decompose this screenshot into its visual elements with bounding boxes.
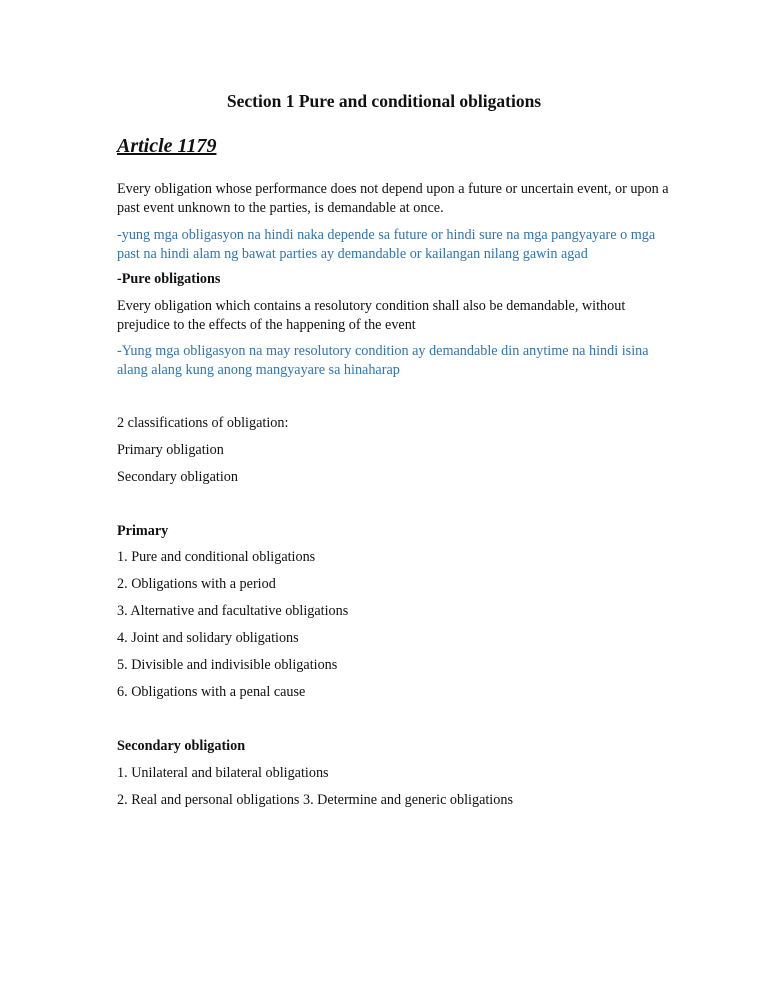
classifications-intro: 2 classifications of obligation: xyxy=(117,415,289,431)
article-paragraph-1-translation: -yung mga obligasyon na hindi naka depende sa future or hindi sure na mga pangyayare o mga past na hindi alam ng bawat parties ay demandable or kailangan nilang gawin agad xyxy=(117,227,656,262)
article-paragraph-2-translation: -Yung mga obligasyon na may resolutory condition ay demandable din anytime na hindi isina alang alang kung anong mangyayare sa hinaharap xyxy=(117,343,649,378)
article-heading: Article 1179 xyxy=(117,135,217,157)
secondary-list-item: 2. Real and personal obligations 3. Determine and generic obligations xyxy=(117,792,513,808)
classification-item: Primary obligation xyxy=(117,442,224,458)
classification-item: Secondary obligation xyxy=(117,469,238,485)
secondary-heading: Secondary obligation xyxy=(117,738,246,754)
article-paragraph-2: Every obligation which contains a resolutory condition shall also be demandable, without prejudice to the effects of the happening of the event xyxy=(117,298,626,333)
primary-list-item: 2. Obligations with a period xyxy=(117,576,276,592)
article-paragraph-1: Every obligation whose performance does not depend upon a future or uncertain event, or upon a past event unknown to the parties, is demandable at once. xyxy=(117,181,669,216)
primary-list-item: 5. Divisible and indivisible obligations xyxy=(117,657,338,673)
primary-list-item: 4. Joint and solidary obligations xyxy=(117,630,299,646)
section-title: Section 1 Pure and conditional obligations xyxy=(226,91,542,111)
primary-list-item: 6. Obligations with a penal cause xyxy=(117,684,306,700)
pure-obligations-heading: -Pure obligations xyxy=(117,271,221,287)
primary-list-item: 1. Pure and conditional obligations xyxy=(117,549,316,565)
primary-heading: Primary xyxy=(117,523,169,539)
primary-list-item: 3. Alternative and facultative obligations xyxy=(117,603,349,619)
secondary-list-item: 1. Unilateral and bilateral obligations xyxy=(117,765,329,781)
